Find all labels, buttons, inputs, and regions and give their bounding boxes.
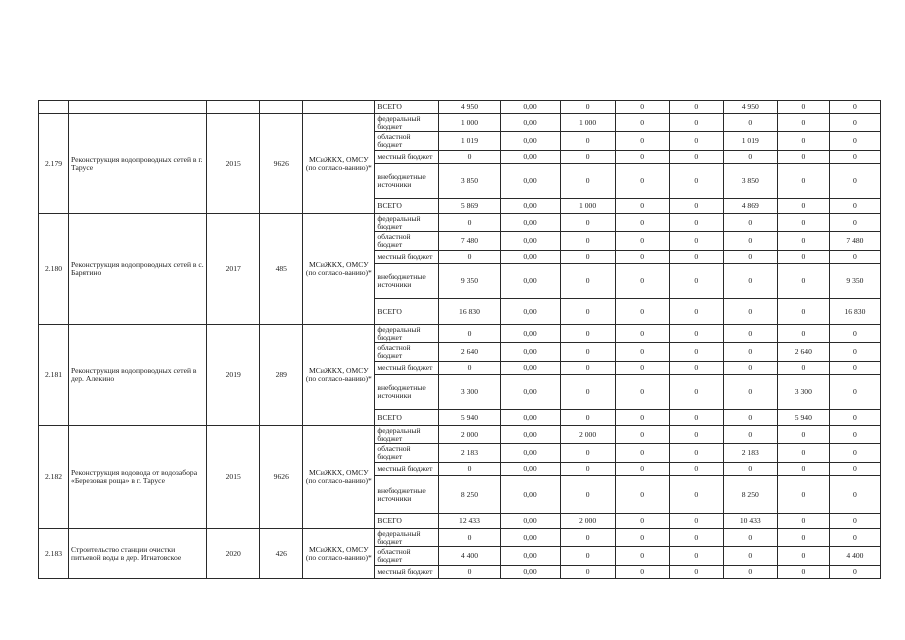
amount-cell: 0 bbox=[669, 199, 723, 214]
funding-source: ВСЕГО bbox=[375, 199, 439, 214]
amount-cell: 0 bbox=[723, 214, 777, 232]
funding-source: местный бюджет bbox=[375, 566, 439, 579]
amount-cell: 0 bbox=[615, 151, 669, 164]
amount-cell: 8 250 bbox=[439, 476, 500, 514]
amount-cell: 3 300 bbox=[439, 375, 500, 410]
amount-cell: 0 bbox=[560, 214, 615, 232]
amount-cell: 0 bbox=[615, 547, 669, 566]
table-row bbox=[39, 214, 881, 232]
amount-cell: 0 bbox=[560, 410, 615, 426]
amount-cell: 0 bbox=[829, 101, 880, 114]
amount-cell: 0 bbox=[560, 101, 615, 114]
amount-cell: 0 bbox=[615, 362, 669, 375]
amount-cell: 0 bbox=[777, 264, 829, 299]
amount-cell: 0 bbox=[560, 362, 615, 375]
amount-cell: 0 bbox=[560, 132, 615, 151]
amount-cell: 0 bbox=[669, 444, 723, 463]
amount-cell: 0 bbox=[560, 463, 615, 476]
amount-cell: 0 bbox=[615, 114, 669, 132]
project-name: Реконструкция водопроводных сетей в с. Барятино bbox=[69, 214, 207, 325]
amount-cell: 16 830 bbox=[829, 299, 880, 325]
responsible-org bbox=[303, 101, 375, 114]
project-year bbox=[207, 101, 260, 114]
amount-cell: 0 bbox=[669, 251, 723, 264]
amount-cell: 0,00 bbox=[500, 214, 560, 232]
amount-cell: 0 bbox=[669, 114, 723, 132]
amount-cell: 0 bbox=[829, 514, 880, 529]
amount-cell: 0 bbox=[615, 514, 669, 529]
amount-cell: 0 bbox=[723, 375, 777, 410]
amount-cell: 0 bbox=[615, 566, 669, 579]
responsible-org: МСиЖКХ, ОМСУ (по согласо-ванию)* bbox=[303, 426, 375, 529]
amount-cell: 0 bbox=[439, 529, 500, 547]
amount-cell: 0 bbox=[777, 251, 829, 264]
amount-cell: 0 bbox=[777, 199, 829, 214]
amount-cell: 0 bbox=[439, 151, 500, 164]
project-year: 2017 bbox=[207, 214, 260, 325]
amount-cell: 0,00 bbox=[500, 114, 560, 132]
table-row bbox=[39, 114, 881, 132]
amount-cell: 10 433 bbox=[723, 514, 777, 529]
amount-cell: 5 940 bbox=[777, 410, 829, 426]
amount-cell: 0 bbox=[829, 476, 880, 514]
amount-cell: 0,00 bbox=[500, 463, 560, 476]
amount-cell: 0 bbox=[777, 566, 829, 579]
funding-source: федеральный бюджет bbox=[375, 325, 439, 343]
amount-cell: 0 bbox=[669, 214, 723, 232]
amount-cell: 0,00 bbox=[500, 251, 560, 264]
amount-cell: 0,00 bbox=[500, 232, 560, 251]
amount-cell: 0 bbox=[669, 547, 723, 566]
amount-cell: 0,00 bbox=[500, 164, 560, 199]
funding-source: федеральный бюджет bbox=[375, 426, 439, 444]
amount-cell: 0 bbox=[669, 566, 723, 579]
amount-cell: 0 bbox=[723, 463, 777, 476]
amount-cell: 0 bbox=[615, 164, 669, 199]
amount-cell: 0 bbox=[829, 151, 880, 164]
amount-cell: 0 bbox=[829, 529, 880, 547]
amount-cell: 0 bbox=[669, 410, 723, 426]
amount-cell: 0 bbox=[829, 566, 880, 579]
amount-cell: 0,00 bbox=[500, 264, 560, 299]
amount-cell: 3 300 bbox=[777, 375, 829, 410]
amount-cell: 0 bbox=[669, 463, 723, 476]
project-number: 2.179 bbox=[39, 114, 69, 214]
funding-source: местный бюджет bbox=[375, 463, 439, 476]
funding-source: ВСЕГО bbox=[375, 101, 439, 114]
amount-cell: 0 bbox=[439, 566, 500, 579]
amount-cell: 0 bbox=[723, 410, 777, 426]
project-number: 2.180 bbox=[39, 214, 69, 325]
amount-cell: 0 bbox=[439, 463, 500, 476]
amount-cell: 0 bbox=[615, 410, 669, 426]
amount-cell: 0,00 bbox=[500, 151, 560, 164]
amount-cell: 0 bbox=[439, 325, 500, 343]
amount-cell: 4 950 bbox=[439, 101, 500, 114]
amount-cell: 0 bbox=[777, 514, 829, 529]
amount-cell: 0,00 bbox=[500, 547, 560, 566]
amount-cell: 0 bbox=[723, 529, 777, 547]
amount-cell: 2 000 bbox=[560, 514, 615, 529]
amount-cell: 0 bbox=[560, 375, 615, 410]
amount-cell: 0 bbox=[723, 151, 777, 164]
project-code: 426 bbox=[260, 529, 303, 579]
amount-cell: 9 350 bbox=[439, 264, 500, 299]
amount-cell: 0 bbox=[723, 362, 777, 375]
amount-cell: 5 869 bbox=[439, 199, 500, 214]
amount-cell: 0,00 bbox=[500, 529, 560, 547]
amount-cell: 0,00 bbox=[500, 325, 560, 343]
amount-cell: 2 000 bbox=[560, 426, 615, 444]
amount-cell: 0 bbox=[669, 514, 723, 529]
amount-cell: 0 bbox=[669, 101, 723, 114]
amount-cell: 0 bbox=[669, 529, 723, 547]
project-name: Реконструкция водовода от водозабора «Березовая роща» в г. Тарусе bbox=[69, 426, 207, 529]
amount-cell: 2 640 bbox=[777, 343, 829, 362]
project-year: 2015 bbox=[207, 114, 260, 214]
amount-cell: 8 250 bbox=[723, 476, 777, 514]
amount-cell: 2 640 bbox=[439, 343, 500, 362]
amount-cell: 0 bbox=[615, 343, 669, 362]
amount-cell: 0 bbox=[615, 101, 669, 114]
amount-cell: 0,00 bbox=[500, 132, 560, 151]
funding-source: местный бюджет bbox=[375, 251, 439, 264]
amount-cell: 0 bbox=[560, 529, 615, 547]
amount-cell: 0 bbox=[777, 114, 829, 132]
amount-cell: 0 bbox=[829, 463, 880, 476]
funding-source: ВСЕГО bbox=[375, 514, 439, 529]
amount-cell: 0 bbox=[615, 264, 669, 299]
funding-source: внебюджетные источники bbox=[375, 164, 439, 199]
project-number: 2.181 bbox=[39, 325, 69, 426]
amount-cell: 0 bbox=[829, 426, 880, 444]
funding-source: ВСЕГО bbox=[375, 410, 439, 426]
amount-cell: 0 bbox=[723, 114, 777, 132]
funding-source: местный бюджет bbox=[375, 151, 439, 164]
amount-cell: 0 bbox=[560, 164, 615, 199]
amount-cell: 1 000 bbox=[560, 199, 615, 214]
funding-source: федеральный бюджет bbox=[375, 214, 439, 232]
table-row bbox=[39, 426, 881, 444]
amount-cell: 0 bbox=[829, 132, 880, 151]
amount-cell: 1 000 bbox=[439, 114, 500, 132]
table-row bbox=[39, 529, 881, 547]
amount-cell: 0 bbox=[669, 426, 723, 444]
amount-cell: 0 bbox=[615, 232, 669, 251]
amount-cell: 12 433 bbox=[439, 514, 500, 529]
amount-cell: 3 850 bbox=[723, 164, 777, 199]
amount-cell: 0 bbox=[723, 264, 777, 299]
amount-cell: 0,00 bbox=[500, 199, 560, 214]
responsible-org: МСиЖКХ, ОМСУ (по согласо-ванию)* bbox=[303, 529, 375, 579]
amount-cell: 0 bbox=[560, 547, 615, 566]
table-row bbox=[39, 325, 881, 343]
amount-cell: 0 bbox=[723, 232, 777, 251]
amount-cell: 0 bbox=[615, 444, 669, 463]
amount-cell: 0 bbox=[615, 375, 669, 410]
project-number: 2.183 bbox=[39, 529, 69, 579]
amount-cell: 0,00 bbox=[500, 514, 560, 529]
amount-cell: 0 bbox=[615, 476, 669, 514]
amount-cell: 2 183 bbox=[723, 444, 777, 463]
amount-cell: 0 bbox=[439, 251, 500, 264]
amount-cell: 0 bbox=[615, 529, 669, 547]
budget-table-body bbox=[39, 101, 881, 579]
project-code: 9626 bbox=[260, 426, 303, 529]
funding-source: ВСЕГО bbox=[375, 299, 439, 325]
amount-cell: 0 bbox=[723, 426, 777, 444]
project-number bbox=[39, 101, 69, 114]
amount-cell: 0 bbox=[829, 375, 880, 410]
amount-cell: 0 bbox=[777, 547, 829, 566]
funding-source: областной бюджет bbox=[375, 343, 439, 362]
project-name: Реконструкция водопроводных сетей в дер. Алекино bbox=[69, 325, 207, 426]
budget-table bbox=[38, 100, 881, 579]
amount-cell: 16 830 bbox=[439, 299, 500, 325]
amount-cell: 1 019 bbox=[439, 132, 500, 151]
amount-cell: 4 400 bbox=[439, 547, 500, 566]
amount-cell: 3 850 bbox=[439, 164, 500, 199]
table-row bbox=[39, 101, 881, 114]
funding-source: внебюджетные источники bbox=[375, 476, 439, 514]
amount-cell: 0 bbox=[723, 325, 777, 343]
amount-cell: 0 bbox=[560, 151, 615, 164]
amount-cell: 5 940 bbox=[439, 410, 500, 426]
amount-cell: 0 bbox=[615, 299, 669, 325]
amount-cell: 0 bbox=[777, 214, 829, 232]
amount-cell: 0 bbox=[829, 164, 880, 199]
amount-cell: 0 bbox=[829, 362, 880, 375]
amount-cell: 0 bbox=[829, 251, 880, 264]
funding-source: внебюджетные источники bbox=[375, 375, 439, 410]
amount-cell: 0 bbox=[560, 264, 615, 299]
amount-cell: 0 bbox=[615, 199, 669, 214]
amount-cell: 0 bbox=[615, 214, 669, 232]
amount-cell: 0 bbox=[560, 232, 615, 251]
amount-cell: 0 bbox=[560, 325, 615, 343]
amount-cell: 0,00 bbox=[500, 566, 560, 579]
project-name: Строительство станции очистки питьевой воды в дер. Игнатовское bbox=[69, 529, 207, 579]
amount-cell: 0 bbox=[777, 529, 829, 547]
responsible-org: МСиЖКХ, ОМСУ (по согласо-ванию)* bbox=[303, 114, 375, 214]
amount-cell: 0 bbox=[669, 232, 723, 251]
amount-cell: 0 bbox=[777, 132, 829, 151]
project-name: Реконструкция водопроводных сетей в г. Тарусе bbox=[69, 114, 207, 214]
amount-cell: 0 bbox=[669, 375, 723, 410]
amount-cell: 0 bbox=[829, 199, 880, 214]
amount-cell: 0 bbox=[723, 251, 777, 264]
amount-cell: 0 bbox=[560, 476, 615, 514]
amount-cell: 0 bbox=[829, 410, 880, 426]
funding-source: внебюджетные источники bbox=[375, 264, 439, 299]
amount-cell: 0 bbox=[669, 476, 723, 514]
amount-cell: 0 bbox=[723, 566, 777, 579]
amount-cell: 0 bbox=[669, 164, 723, 199]
amount-cell: 0 bbox=[439, 362, 500, 375]
amount-cell: 0 bbox=[829, 214, 880, 232]
amount-cell: 0 bbox=[615, 463, 669, 476]
project-number: 2.182 bbox=[39, 426, 69, 529]
amount-cell: 0 bbox=[669, 343, 723, 362]
amount-cell: 0 bbox=[777, 463, 829, 476]
amount-cell: 0,00 bbox=[500, 343, 560, 362]
amount-cell: 0 bbox=[560, 444, 615, 463]
amount-cell: 0 bbox=[560, 299, 615, 325]
project-code: 485 bbox=[260, 214, 303, 325]
amount-cell: 0 bbox=[829, 325, 880, 343]
amount-cell: 1 019 bbox=[723, 132, 777, 151]
funding-source: федеральный бюджет bbox=[375, 529, 439, 547]
responsible-org: МСиЖКХ, ОМСУ (по согласо-ванию)* bbox=[303, 325, 375, 426]
amount-cell: 0,00 bbox=[500, 101, 560, 114]
project-year: 2015 bbox=[207, 426, 260, 529]
amount-cell: 4 950 bbox=[723, 101, 777, 114]
funding-source: местный бюджет bbox=[375, 362, 439, 375]
project-code: 9626 bbox=[260, 114, 303, 214]
amount-cell: 0 bbox=[777, 232, 829, 251]
amount-cell: 0 bbox=[777, 164, 829, 199]
funding-source: областной бюджет bbox=[375, 132, 439, 151]
amount-cell: 0 bbox=[669, 362, 723, 375]
amount-cell: 0,00 bbox=[500, 426, 560, 444]
project-year: 2020 bbox=[207, 529, 260, 579]
amount-cell: 0 bbox=[829, 444, 880, 463]
amount-cell: 7 480 bbox=[439, 232, 500, 251]
amount-cell: 0 bbox=[777, 444, 829, 463]
funding-source: областной бюджет bbox=[375, 232, 439, 251]
amount-cell: 0 bbox=[669, 299, 723, 325]
amount-cell: 0 bbox=[615, 325, 669, 343]
amount-cell: 0 bbox=[777, 476, 829, 514]
amount-cell: 0 bbox=[723, 299, 777, 325]
amount-cell: 0 bbox=[615, 132, 669, 151]
amount-cell: 0 bbox=[669, 132, 723, 151]
amount-cell: 0,00 bbox=[500, 410, 560, 426]
project-name bbox=[69, 101, 207, 114]
amount-cell: 0 bbox=[439, 214, 500, 232]
amount-cell: 0 bbox=[560, 343, 615, 362]
amount-cell: 0 bbox=[669, 264, 723, 299]
amount-cell: 1 000 bbox=[560, 114, 615, 132]
amount-cell: 0 bbox=[829, 114, 880, 132]
amount-cell: 0 bbox=[777, 101, 829, 114]
amount-cell: 0 bbox=[615, 426, 669, 444]
amount-cell: 0 bbox=[777, 299, 829, 325]
amount-cell: 0 bbox=[777, 426, 829, 444]
amount-cell: 0 bbox=[669, 325, 723, 343]
amount-cell: 0 bbox=[615, 251, 669, 264]
amount-cell: 0 bbox=[777, 151, 829, 164]
amount-cell: 9 350 bbox=[829, 264, 880, 299]
amount-cell: 0 bbox=[777, 362, 829, 375]
amount-cell: 2 000 bbox=[439, 426, 500, 444]
amount-cell: 0,00 bbox=[500, 476, 560, 514]
funding-source: областной бюджет bbox=[375, 444, 439, 463]
amount-cell: 2 183 bbox=[439, 444, 500, 463]
amount-cell: 0,00 bbox=[500, 362, 560, 375]
amount-cell: 0,00 bbox=[500, 299, 560, 325]
project-year: 2019 bbox=[207, 325, 260, 426]
amount-cell: 0 bbox=[777, 325, 829, 343]
amount-cell: 0 bbox=[723, 343, 777, 362]
project-code bbox=[260, 101, 303, 114]
amount-cell: 4 869 bbox=[723, 199, 777, 214]
responsible-org: МСиЖКХ, ОМСУ (по согласо-ванию)* bbox=[303, 214, 375, 325]
funding-source: федеральный бюджет bbox=[375, 114, 439, 132]
amount-cell: 0,00 bbox=[500, 444, 560, 463]
amount-cell: 4 400 bbox=[829, 547, 880, 566]
amount-cell: 0 bbox=[669, 151, 723, 164]
amount-cell: 0 bbox=[560, 566, 615, 579]
project-code: 289 bbox=[260, 325, 303, 426]
amount-cell: 0,00 bbox=[500, 375, 560, 410]
amount-cell: 0 bbox=[723, 547, 777, 566]
amount-cell: 0 bbox=[829, 343, 880, 362]
amount-cell: 7 480 bbox=[829, 232, 880, 251]
funding-source: областной бюджет bbox=[375, 547, 439, 566]
amount-cell: 0 bbox=[560, 251, 615, 264]
